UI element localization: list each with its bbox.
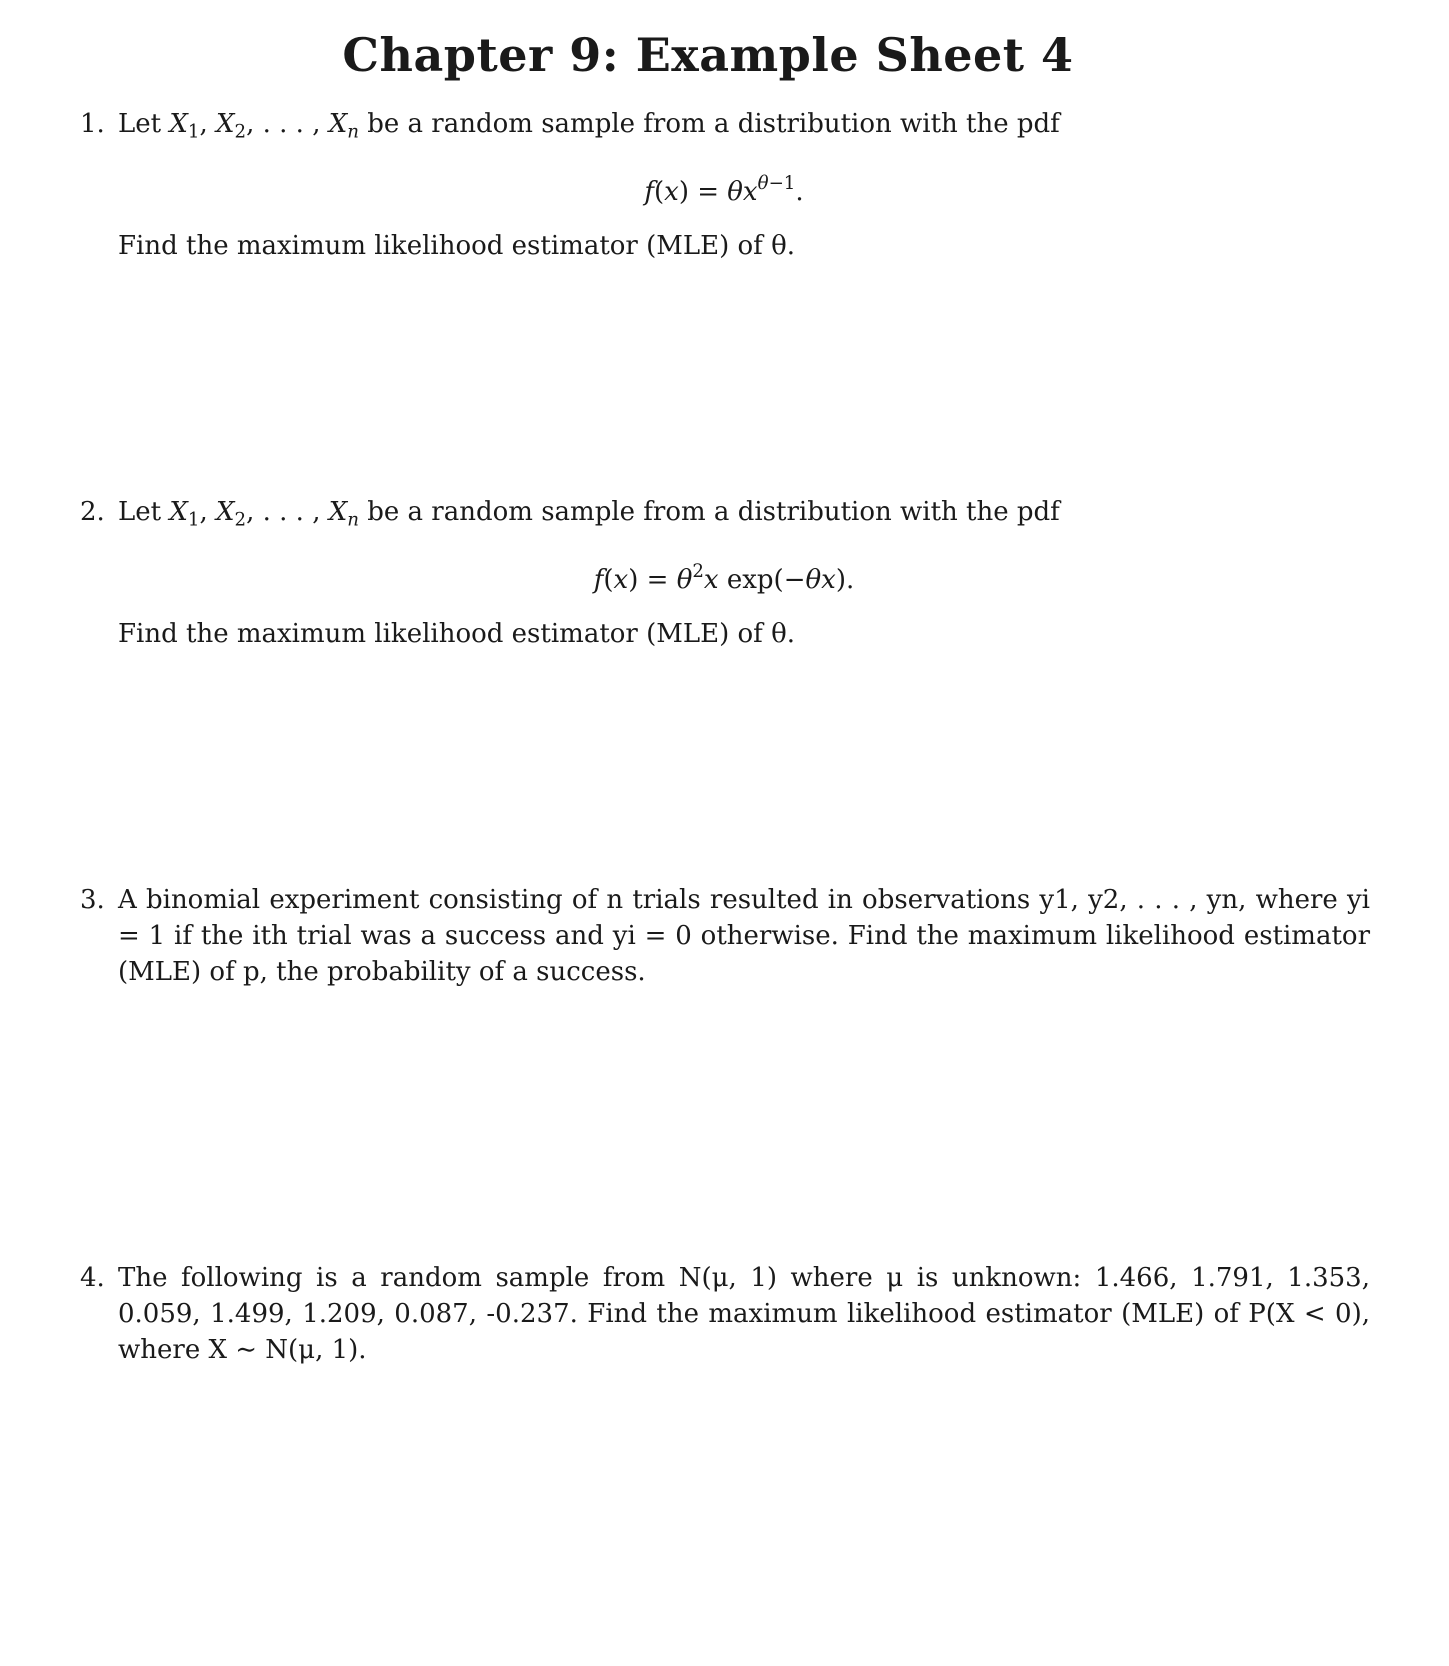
question-1 (80, 106, 1370, 264)
question-number: 4. (80, 1263, 105, 1293)
question-ask: Find the maximum likelihood estimator (MLE) of θ. (118, 619, 795, 650)
question-intro: Let $X_1$, $X_2$, . . . , $X_n$ be a random sample from a distribution with the pdf (118, 109, 1060, 143)
question-3 (80, 882, 1370, 990)
pdf-equation: $f(x) = \theta x^{\theta-1}$. (644, 173, 804, 208)
question-4 (80, 1260, 1370, 1368)
question-number: 3. (80, 885, 105, 915)
question-intro-text: be a random sample from a distribution with the pdf (367, 497, 1060, 527)
question-2 (80, 494, 1370, 652)
question-ask: Find the maximum likelihood estimator (MLE) of θ. (118, 231, 795, 262)
question-text: A binomial experiment consisting of n trials resulted in observations y1, y2, . . . , yn, where yi = 1 if the ith trial was a success and yi = 0 otherwise. Find the maximum likelihood estimator (MLE) of p, the probability of a success. (118, 885, 1370, 987)
question-number: 1. (80, 109, 105, 139)
question-intro: Let $X_1$, $X_2$, . . . , $X_n$ be a random sample from a distribution with the pdf (118, 497, 1060, 531)
question-number: 2. (80, 497, 105, 527)
question-intro-text: be a random sample from a distribution with the pdf (367, 109, 1060, 139)
question-text: The following is a random sample from N(μ, 1) where μ is unknown: 1.466, 1.791, 1.353, 0.059, 1.499, 1.209, 0.087, -0.237. Find the maximum likelihood estimator (MLE) of P(X < 0), where X ∼ N(μ, 1). (118, 1263, 1370, 1365)
pdf-equation: $f(x) = \theta^2x$ exp(−θx). (593, 561, 855, 596)
page-title: Chapter 9: Example Sheet 4 (342, 28, 1074, 82)
